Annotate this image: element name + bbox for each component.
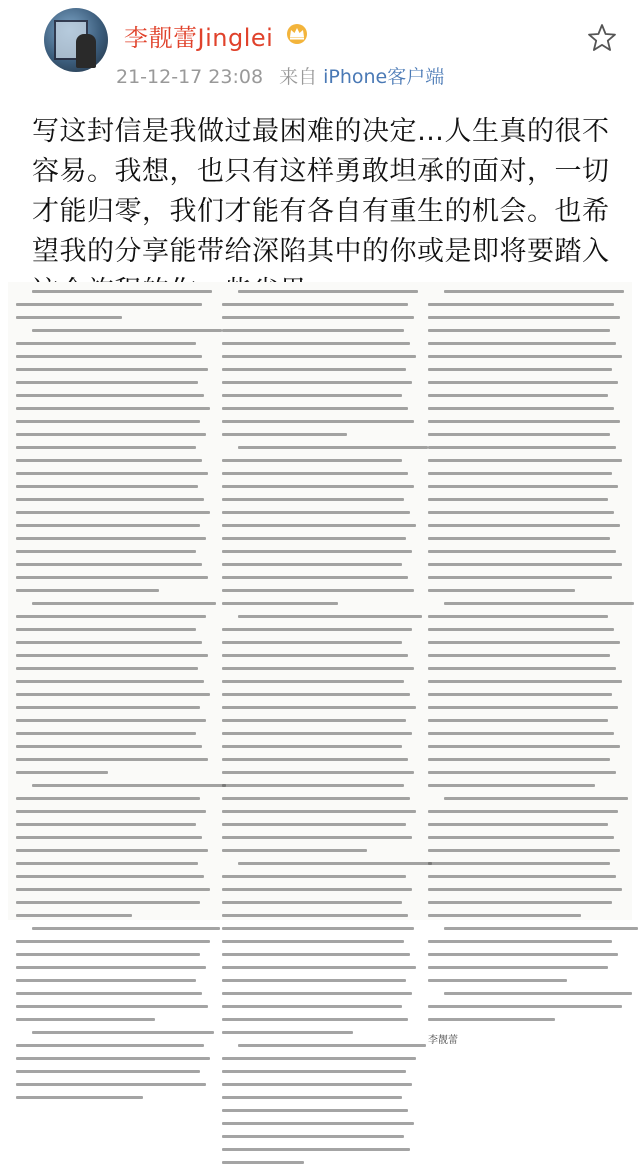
letter-text-line xyxy=(16,875,204,878)
letter-text-line xyxy=(222,771,414,774)
letter-text-line xyxy=(222,797,410,800)
avatar-figure-shape xyxy=(76,34,96,68)
letter-text-line xyxy=(16,628,196,631)
letter-text-line xyxy=(428,641,620,644)
letter-paragraph xyxy=(222,290,418,436)
letter-text-line xyxy=(428,771,616,774)
letter-text-line xyxy=(222,654,408,657)
letter-text-line xyxy=(16,1005,208,1008)
letter-text-line xyxy=(428,862,610,865)
letter-paragraph xyxy=(222,446,418,605)
letter-text-line xyxy=(222,394,402,397)
letter-text-line xyxy=(16,381,198,384)
letter-text-line xyxy=(428,901,612,904)
letter-text-line xyxy=(16,316,122,319)
letter-paragraph xyxy=(222,615,418,852)
letter-text-line xyxy=(16,953,200,956)
letter-text-line xyxy=(16,420,200,423)
letter-text-line xyxy=(222,550,412,553)
letter-text-line xyxy=(16,771,108,774)
letter-text-line xyxy=(16,498,204,501)
letter-text-line xyxy=(222,1122,414,1125)
letter-text-line xyxy=(428,732,614,735)
letter-text-line xyxy=(16,680,204,683)
letter-paragraph xyxy=(16,784,212,917)
letter-text-line xyxy=(16,706,200,709)
letter-text-line xyxy=(428,953,618,956)
letter-text-line xyxy=(428,563,622,566)
letter-text-line xyxy=(32,927,220,930)
letter-text-line xyxy=(16,485,198,488)
letter-text-line xyxy=(222,1057,416,1060)
letter-text-line xyxy=(222,329,404,332)
letter-text-line xyxy=(16,615,206,618)
letter-text-line xyxy=(428,719,608,722)
letter-text-line xyxy=(238,290,418,293)
letter-paragraph xyxy=(16,602,212,774)
letter-text-line xyxy=(222,1161,304,1164)
letter-text-line xyxy=(32,784,226,787)
letter-text-line xyxy=(222,602,338,605)
letter-text-line xyxy=(222,485,414,488)
letter-text-line xyxy=(222,1031,353,1034)
letter-text-line xyxy=(428,355,622,358)
letter-text-line xyxy=(222,355,416,358)
letter-text-line xyxy=(222,563,402,566)
letter-text-line xyxy=(428,446,616,449)
letter-text-line xyxy=(16,459,202,462)
letter-text-line xyxy=(428,1005,622,1008)
letter-text-line xyxy=(428,745,620,748)
letter-text-line xyxy=(238,1044,426,1047)
letter-text-line xyxy=(222,823,406,826)
letter-text-line xyxy=(222,628,412,631)
letter-paragraph xyxy=(428,797,624,917)
letter-text-line xyxy=(222,706,416,709)
letter-text-line xyxy=(16,446,196,449)
letter-text-line xyxy=(222,407,408,410)
letter-text-line xyxy=(428,680,622,683)
letter-text-line xyxy=(222,316,414,319)
letter-text-line xyxy=(16,1057,210,1060)
letter-text-line xyxy=(428,849,620,852)
letter-text-line xyxy=(32,602,216,605)
letter-text-line xyxy=(428,979,567,982)
letter-text-line xyxy=(16,576,208,579)
letter-paragraph xyxy=(428,927,624,982)
letter-text-line xyxy=(222,1148,410,1151)
letter-text-line xyxy=(428,758,610,761)
letter-text-line xyxy=(444,290,624,293)
letter-text-line xyxy=(222,940,404,943)
letter-text-line xyxy=(428,394,608,397)
letter-text-line xyxy=(428,966,608,969)
star-outline-icon[interactable] xyxy=(586,22,618,54)
letter-text-line xyxy=(428,303,614,306)
letter-text-line xyxy=(222,914,408,917)
letter-text-line xyxy=(222,966,416,969)
letter-text-line xyxy=(428,459,622,462)
letter-text-line xyxy=(428,407,614,410)
letter-text-line xyxy=(428,329,610,332)
letter-text-line xyxy=(16,810,206,813)
letter-text-line xyxy=(222,303,408,306)
letter-text-line xyxy=(222,667,414,670)
letter-text-line xyxy=(222,472,408,475)
letter-text-line xyxy=(16,394,204,397)
letter-text-line xyxy=(16,355,202,358)
letter-text-line xyxy=(16,342,196,345)
letter-paragraph xyxy=(428,290,624,592)
letter-text-line xyxy=(16,979,196,982)
letter-text-line xyxy=(222,589,414,592)
letter-text-line xyxy=(222,784,404,787)
letter-text-line xyxy=(428,433,610,436)
source-prefix: 来自 xyxy=(279,66,318,88)
letter-text-line xyxy=(222,901,402,904)
letter-text-line xyxy=(16,719,206,722)
letter-text-line xyxy=(222,498,404,501)
letter-text-line xyxy=(16,1018,155,1021)
letter-text-line xyxy=(428,615,608,618)
letter-text-line xyxy=(444,992,632,995)
letter-text-line xyxy=(222,537,406,540)
letter-text-line xyxy=(222,992,412,995)
letter-text-line xyxy=(222,459,402,462)
letter-text-line xyxy=(428,472,612,475)
letter-text-line xyxy=(16,940,210,943)
letter-text-line xyxy=(222,680,404,683)
letter-text-line xyxy=(16,732,196,735)
letter-text-line xyxy=(222,342,410,345)
letter-text-line xyxy=(16,836,202,839)
letter-text-line xyxy=(222,810,416,813)
letter-paragraph xyxy=(428,602,624,787)
letter-text-line xyxy=(428,589,575,592)
letter-column-1 xyxy=(16,290,212,1109)
letter-paragraph xyxy=(16,329,212,592)
letter-text-line xyxy=(222,745,402,748)
post-meta xyxy=(116,62,444,89)
letter-text-line xyxy=(428,914,581,917)
letter-text-line xyxy=(16,901,200,904)
letter-text-line xyxy=(16,745,202,748)
avatar[interactable] xyxy=(44,8,108,72)
letter-text-line xyxy=(222,849,367,852)
letter-text-line xyxy=(16,849,208,852)
letter-text-line xyxy=(222,1109,408,1112)
letter-text-line xyxy=(222,758,408,761)
letter-text-line xyxy=(428,706,618,709)
letter-paragraph xyxy=(16,927,212,1021)
letter-text-line xyxy=(428,420,620,423)
letter-text-line xyxy=(428,524,620,527)
letter-text-line xyxy=(428,628,614,631)
letter-text-line xyxy=(238,446,428,449)
letter-text-line xyxy=(222,511,410,514)
letter-text-line xyxy=(222,1083,412,1086)
letter-text-line xyxy=(16,472,208,475)
letter-text-line xyxy=(428,342,616,345)
letter-text-line xyxy=(16,862,198,865)
letter-text-line xyxy=(428,1018,555,1021)
letter-signature: 李靓蕾 xyxy=(428,1035,458,1046)
letter-text-line xyxy=(222,888,412,891)
post-text: 写这封信是我做过最困难的决定…人生真的很不容易。我想，也只有这样勇敢坦承的面对，一切才能归零，我们才能有各自有重生的机会。也希望我的分享能带给深陷其中的你或是即将要踏入 xyxy=(32,116,610,267)
letter-text-line xyxy=(16,797,200,800)
letter-text-line xyxy=(428,784,595,787)
post-timestamp: 21-12-17 23:08 xyxy=(116,66,264,88)
letter-text-line xyxy=(428,537,610,540)
letter-text-line xyxy=(428,368,612,371)
letter-text-line xyxy=(222,1018,408,1021)
letter-text-line xyxy=(16,992,202,995)
letter-paragraph xyxy=(222,862,418,1034)
letter-text-line xyxy=(428,511,614,514)
letter-text-line xyxy=(428,940,612,943)
letter-text-line xyxy=(16,368,208,371)
letter-text-line xyxy=(16,1096,143,1099)
letter-text-line xyxy=(16,914,132,917)
letter-text-line xyxy=(16,524,200,527)
letter-text-line xyxy=(222,1096,402,1099)
letter-text-line xyxy=(16,589,159,592)
letter-text-line xyxy=(428,667,616,670)
post-header xyxy=(0,0,640,100)
letter-text-line xyxy=(16,550,196,553)
letter-text-line xyxy=(32,290,212,293)
letter-text-line xyxy=(428,693,612,696)
letter-text-line xyxy=(222,979,406,982)
letter-text-line xyxy=(16,654,208,657)
letter-text-line xyxy=(222,433,347,436)
letter-text-line xyxy=(222,368,406,371)
letter-paragraph xyxy=(16,290,212,319)
letter-text-line xyxy=(428,498,608,501)
letter-column-3 xyxy=(428,290,624,1046)
crown-badge-icon xyxy=(284,22,310,44)
letter-text-line xyxy=(222,732,412,735)
letter-text-line xyxy=(32,329,222,332)
letter-text-line xyxy=(222,641,402,644)
author-name[interactable]: 李靓蕾Jinglei xyxy=(124,24,274,52)
letter-text-line xyxy=(222,953,410,956)
letter-text-line xyxy=(16,667,198,670)
letter-image[interactable] xyxy=(8,282,632,1046)
letter-paragraph xyxy=(222,1044,418,1164)
letter-text-line xyxy=(428,654,610,657)
letter-text-line xyxy=(222,381,412,384)
letter-text-line xyxy=(222,719,406,722)
letter-text-line xyxy=(238,862,432,865)
letter-text-line xyxy=(428,381,618,384)
letter-text-line xyxy=(428,823,608,826)
letter-text-line xyxy=(222,927,414,930)
letter-paragraph xyxy=(428,992,624,1021)
letter-text-line xyxy=(222,1005,402,1008)
letter-text-line xyxy=(16,758,208,761)
letter-paragraph xyxy=(16,1031,212,1099)
letter-text-line xyxy=(428,316,620,319)
letter-text-line xyxy=(428,875,616,878)
letter-text-line xyxy=(222,1070,406,1073)
letter-text-line xyxy=(16,563,202,566)
source-link[interactable]: iPhone客户端 xyxy=(323,66,445,88)
letter-text-line xyxy=(16,511,210,514)
letter-text-line xyxy=(428,550,616,553)
letter-text-line xyxy=(32,1031,214,1034)
letter-text-line xyxy=(428,888,622,891)
letter-text-line xyxy=(16,823,196,826)
letter-text-line xyxy=(16,537,206,540)
letter-text-line xyxy=(444,602,634,605)
letter-text-line xyxy=(428,576,612,579)
letter-text-line xyxy=(16,407,210,410)
letter-text-line xyxy=(444,797,628,800)
letter-text-line xyxy=(222,524,416,527)
letter-text-line xyxy=(222,576,408,579)
letter-text-line xyxy=(444,927,638,930)
letter-text-line xyxy=(222,420,414,423)
letter-text-line xyxy=(222,875,406,878)
letter-text-line xyxy=(16,433,206,436)
letter-text-line xyxy=(222,836,412,839)
letter-text-line xyxy=(16,1083,206,1086)
letter-text-line xyxy=(16,1044,204,1047)
letter-text-line xyxy=(428,836,614,839)
letter-column-2 xyxy=(222,290,418,1174)
letter-text-line xyxy=(16,1070,200,1073)
letter-text-line xyxy=(222,1135,404,1138)
letter-text-line xyxy=(16,693,210,696)
letter-text-line xyxy=(428,485,618,488)
letter-text-line xyxy=(222,693,410,696)
letter-text-line xyxy=(16,641,202,644)
letter-text-line xyxy=(238,615,422,618)
letter-text-line xyxy=(16,966,206,969)
letter-text-line xyxy=(16,888,210,891)
letter-text-line xyxy=(428,810,618,813)
letter-text-line xyxy=(16,303,202,306)
